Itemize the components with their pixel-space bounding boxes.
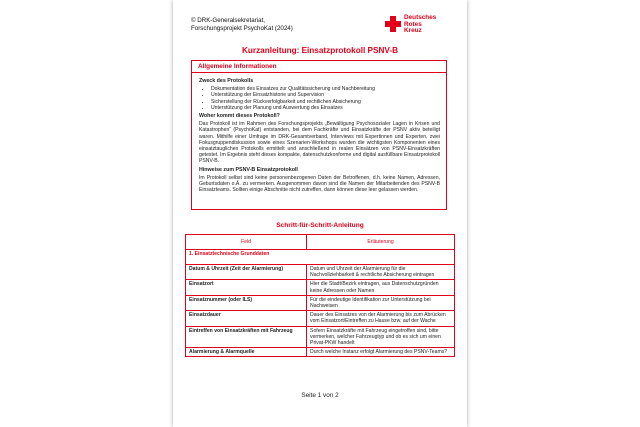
purpose-heading: Zweck des Protokolls [199,78,254,84]
logo-text [404,15,436,35]
list-item: • Sicherstellung der Rückverfolgbarkeit und rechtlichen Absicherung [211,99,440,105]
description-cell: Durch welche Instanz erfolgt Alarmierung des PSNV-Teams? [307,348,455,357]
table-row [186,265,455,280]
general-info-box [191,60,447,210]
list-item: • Unterstützung der Planung und Auswertung des Einsatzes [211,105,440,111]
steps-table [185,234,455,357]
steps-heading: Schritt-für-Schritt-Anleitung [276,222,364,229]
field-cell: Datum & Uhrzeit (Zeit der Alarmierung) [186,265,307,280]
notes-heading: Hinweise zum PSNV-B Einsatzprotokoll [199,166,298,173]
copyright-header [191,17,293,34]
description-cell: Sofern Einsatzkräfte mit Fahrzeug eingetroffen sind, bitte vermerken, welcher Fahrzeugtyp und ob es sich um einen Privat-PKW handelt [307,326,455,348]
notes-text: Im Protokoll selbst sind keine personenbezogenen Daten der Betroffenen, d.h. keine Namen, Adressen, Geburtsdaten o.Ä. zu vermerken. Ausgenommen davon sind die Namen der Mitarbeitenden des PSNV-B Einsatzteams. Sollten einige Abschnitte nicht zutreffen, dann können diese leer gelassen werden. [199,174,440,194]
origin-text: Das Protokoll ist im Rahmen des Forschungsprojekts „Bewältigung Psychosozialer Lagen in Krisen und Katastrophen“ (PsychoKat) entstanden, bei dem Fachkräfte und Einsatzkräfte der PSNV aktiv beteiligt waren. Mithilfe einer Umfrage im DRK-Gesamtverband, Interviews mit Expertinnen und Experten, zwei Fokusgruppendiskussion sowie eines Szenarien-Workshops wurden die wichtigsten Komponenten eines einsatztauglichen Protokolls ermittelt und anschließend in realen Einsätzen von PSNV-Einsatzkräften getestet. Im Ergebnis steht dieses kompakte, datenschutzkonforme und digital ausfüllbare Einsatzprotokoll PSNV-B. [199,121,440,165]
description-cell: Dauer des Einsatzes von der Alarmierung bis zum Abrücken vom Einsatzort/Eintreffen zu Hause bzw. auf der Wache [307,311,455,326]
logo-line-1: Deutsches [404,14,437,21]
logo-line-2: Rotes [404,20,422,28]
table-row [186,311,455,326]
field-cell: Eintreffen von Einsatzkräften mit Fahrzeug [186,326,307,348]
table-row [186,295,455,310]
description-cell: Hier die Stadt/Bezirk eintragen, aus Datenschutzgründen keine Adressen oder Namen [307,280,455,295]
document-page [173,0,467,427]
purpose-list [199,86,440,111]
field-cell: Einsatzdauer [186,311,307,326]
page-number: Seite 1 von 2 [301,392,339,399]
copyright-line-1: © DRK-Generalsekretariat, [191,17,266,24]
section-heading: 1. Einsatztechnische Grunddaten [186,250,455,265]
field-cell: Alarmierung & Alarmquelle [186,348,307,357]
field-cell: Einsatznummer (oder ILS) [186,295,307,310]
drk-logo [385,15,455,39]
table-row [186,326,455,348]
field-cell: Einsatzort [186,280,307,295]
list-item: • Unterstützung der Einsatzhistorie und Supervision [211,92,440,98]
logo-line-3: Kreuz [404,27,422,35]
red-cross-icon [385,16,401,32]
description-cell: Datum und Uhrzeit der Alarmierung für die Nachvollziehbarkeit & rechtliche Absicherung eintragen [307,265,455,280]
copyright-line-2: Forschungsprojekt PsychoKat (2024) [191,25,293,33]
general-info-heading: Allgemeine Informationen [192,61,446,73]
column-header-field: Feld [186,235,307,250]
table-row [186,348,455,357]
description-cell: Für die eindeutige Identifikation zur Unterstützung bei Nachweisen [307,295,455,310]
document-title: Kurzanleitung: Einsatzprotokoll PSNV-B [241,46,399,55]
origin-heading: Woher kommt dieses Protokoll? [199,113,280,120]
table-row [186,280,455,295]
column-header-description: Erläuterung [307,235,455,250]
list-item: • Dokumentation des Einsatzes zur Qualitätssicherung und Nachbereitung [211,86,440,92]
